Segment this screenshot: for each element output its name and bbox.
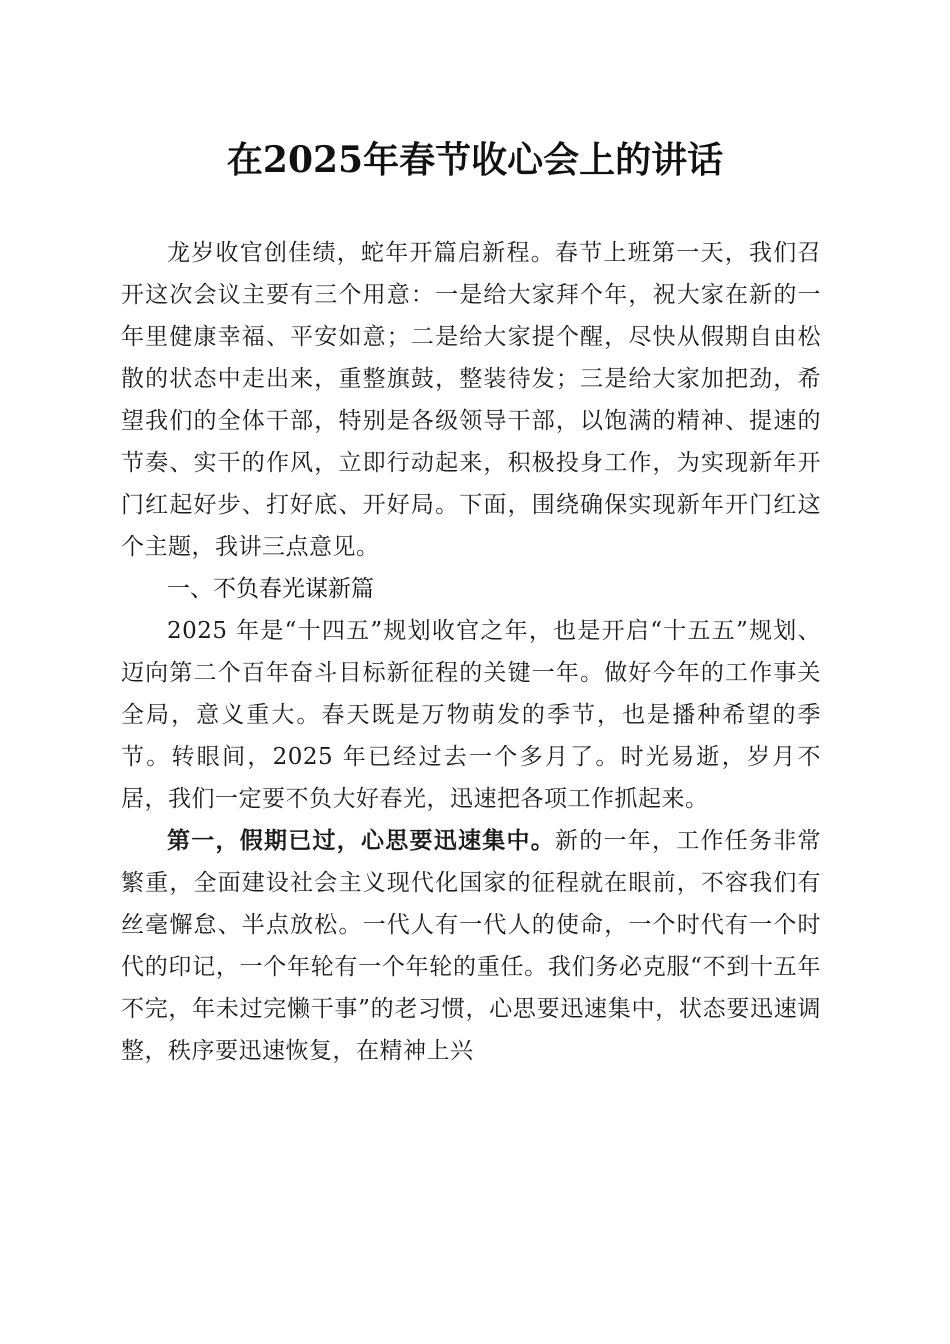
opening-paragraph: 龙岁收官创佳绩，蛇年开篇启新程。春节上班第一天，我们召开这次会议主要有三个用意：一是给大家拜个年，祝大家在新的一年里健康幸福、平安如意；二是给大家提个醒，尽快从假期自由松散的状态中走出来，重整旗鼓，整装待发；三是给大家加把劲，希望我们的全体干部，特别是各级领导干部，以饱满的精神、提速的节奏、实干的作风，立即行动起来，积极投身工作，为实现新年开门红起好步、打好底、开好局。下面，围绕确保实现新年开门红这个主题，我讲三点意见。 <box>121 240 821 560</box>
point-1-lead: 第一，假期已过，心思要迅速集中。 <box>167 827 555 854</box>
section-heading-1: 一、不负春光谋新篇 <box>167 576 374 602</box>
page-title: 在2025年春节收心会上的讲话 <box>226 139 724 181</box>
point-1-body: 新的一年，工作任务非常繁重，全面建设社会主义现代化国家的征程就在眼前，不容我们有丝毫懈怠、半点放松。一代人有一代人的使命，一个时代有一个时代的印记，一个年轮有一个年轮的重任。我们务必克服“不到十五年不完，年未过完懒干事”的老习惯，心思要迅速集中，状态要迅速调整，秩序要迅速恢复，在精神上兴 <box>121 828 821 1064</box>
document-body <box>121 232 821 1072</box>
section-1-paragraph: 2025 年是“十四五”规划收官之年，也是开启“十五五”规划、迈向第二个百年奋斗目标新征程的关键一年。做好今年的工作事关全局，意义重大。春天既是万物萌发的季节，也是播种希望的季节。转眼间，2025 年已经过去一个多月了。时光易逝，岁月不居，我们一定要不负大好春光，迅速把各项工作抓起来。 <box>121 618 821 812</box>
point-1-paragraph <box>121 820 821 1072</box>
